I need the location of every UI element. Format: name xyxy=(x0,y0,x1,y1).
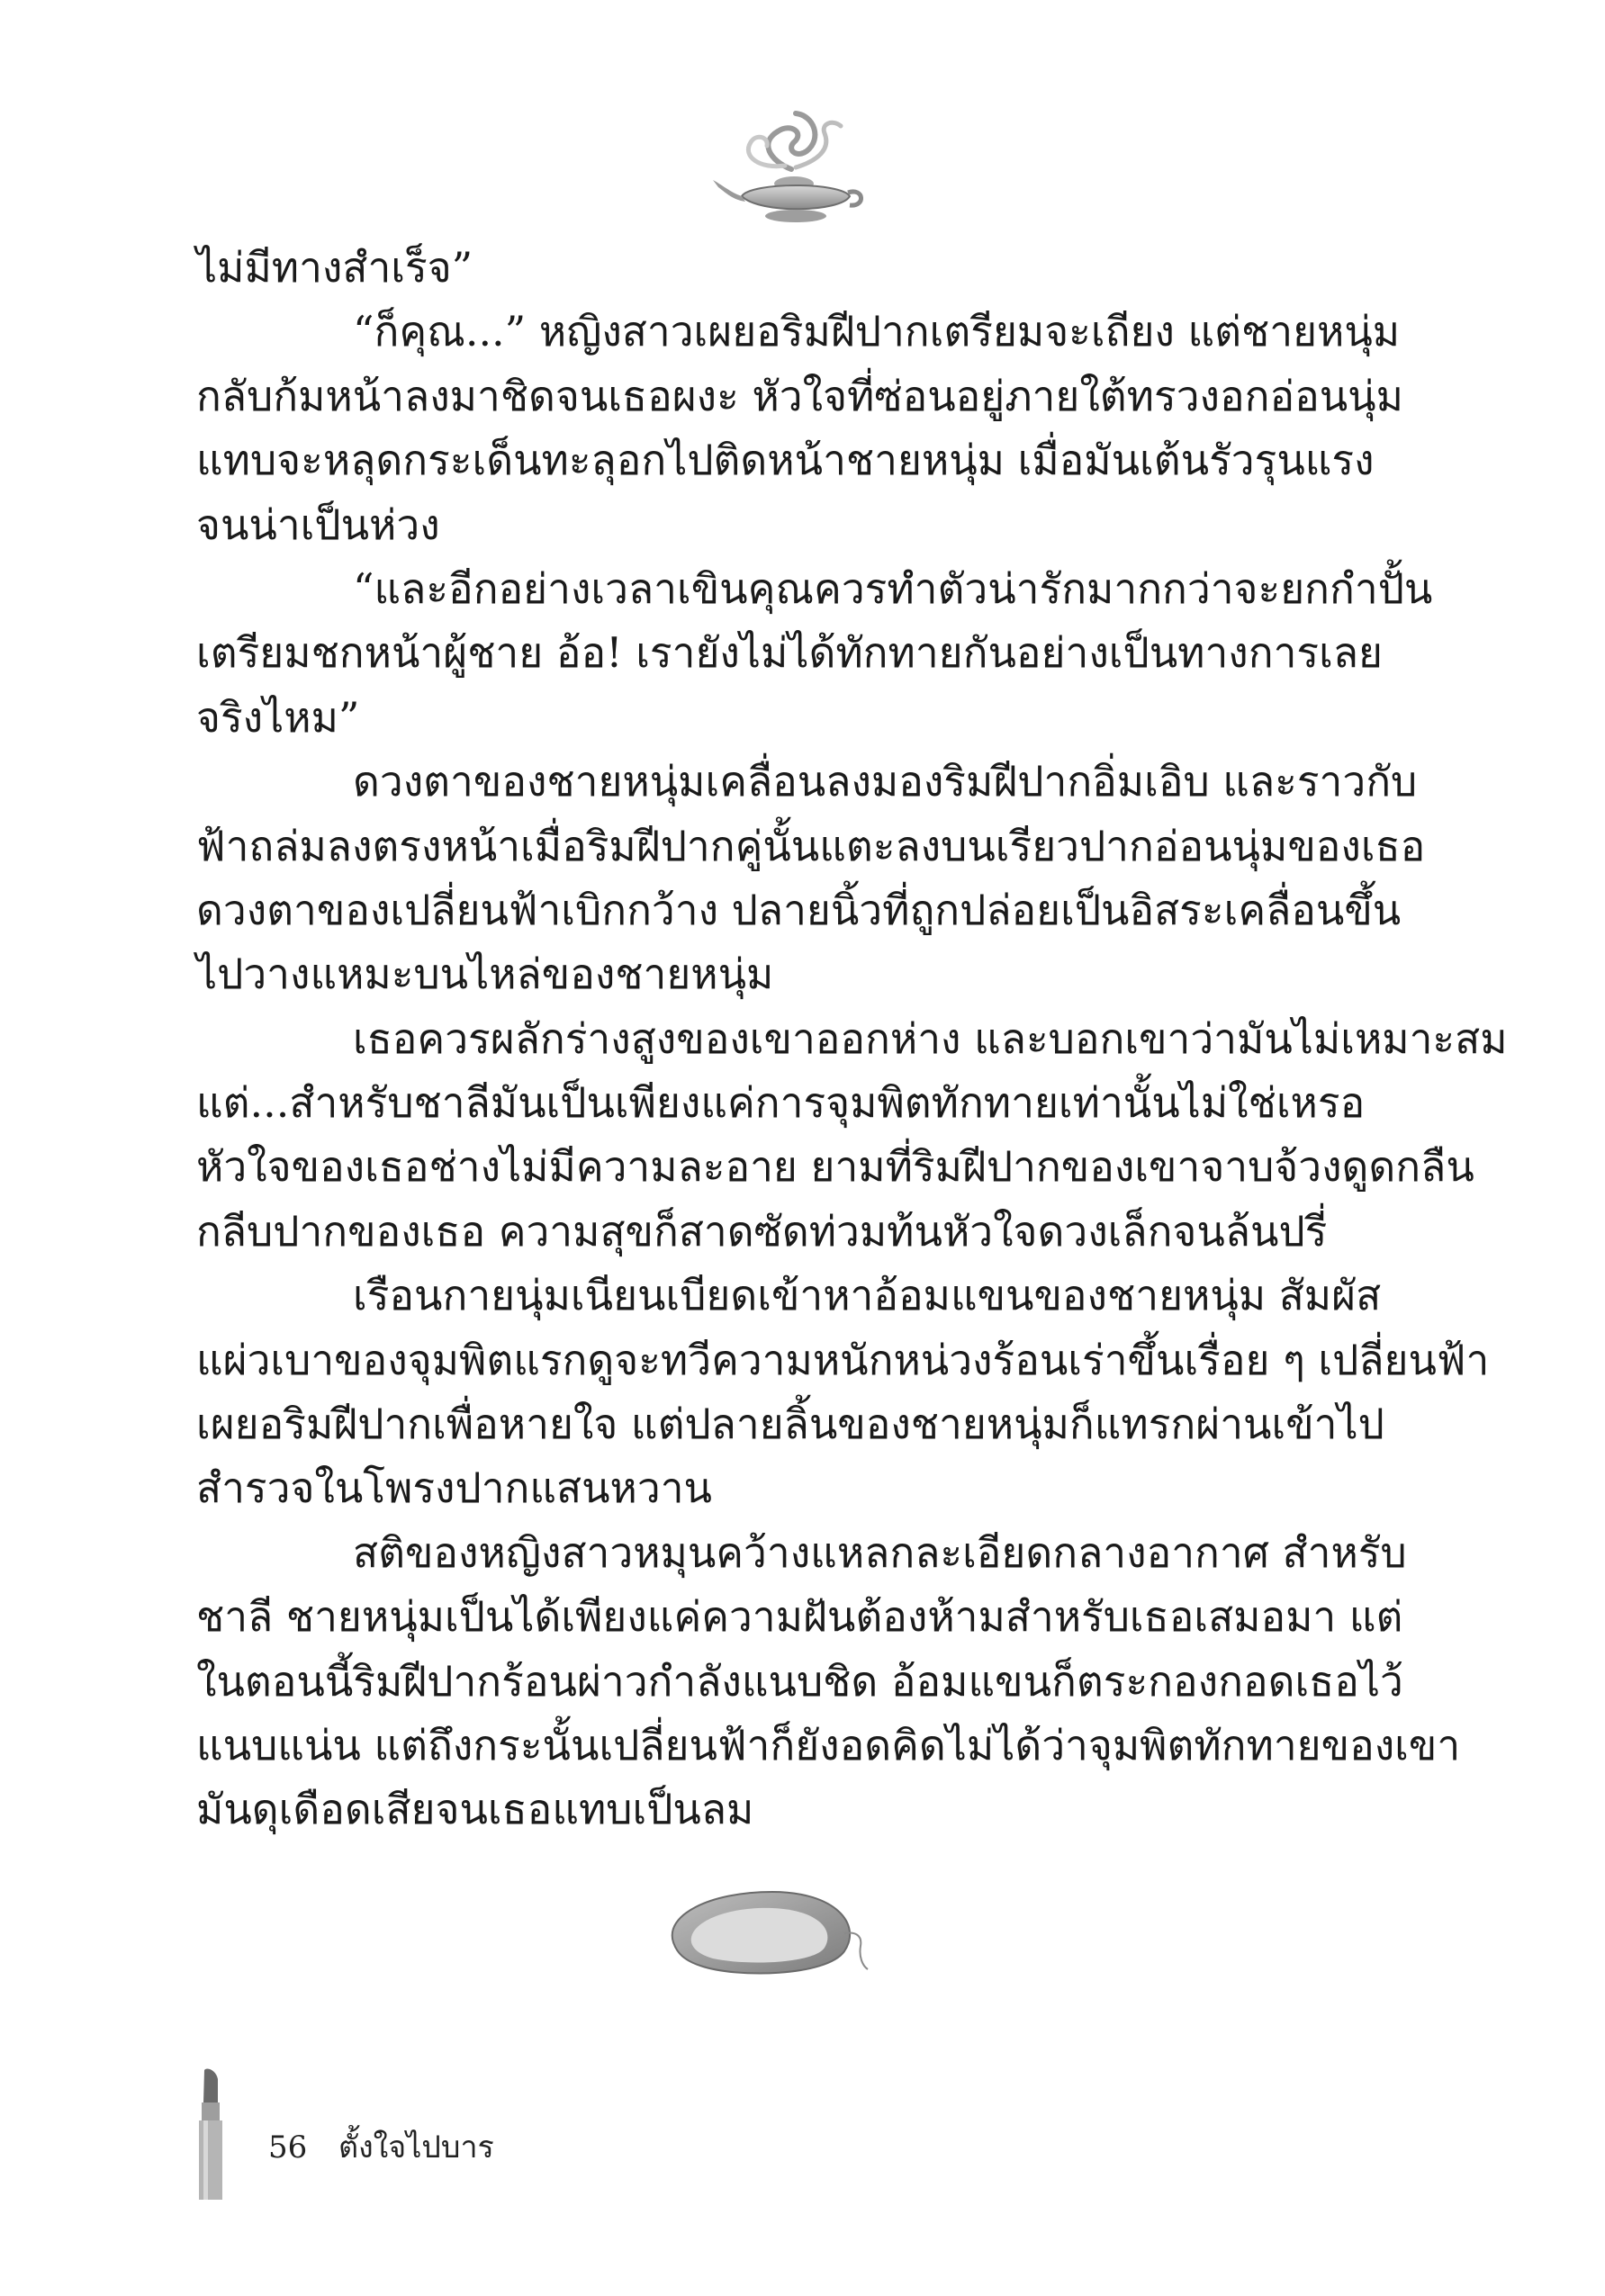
text-line: กลับก้มหน้าลงมาชิดจนเธอผงะ หัวใจที่ซ่อนอยู่ภายใต้ทรวงอกอ่อนนุ่ม xyxy=(196,371,1403,420)
body-text xyxy=(196,236,1508,1842)
text-line: สำรวจในโพรงปากแสนหวาน xyxy=(196,1463,712,1513)
text-line: ดวงตาของชายหนุ่มเคลื่อนลงมองริมฝีปากอิ่มเอิบ และราวกับ xyxy=(353,757,1418,806)
text-line: ไม่มีทางสำเร็จ” xyxy=(196,243,473,292)
text-line: เรือนกายนุ่มเนียนเบียดเข้าหาอ้อมแขนของชายหนุ่ม สัมผัส xyxy=(353,1271,1382,1320)
page-number: 56 xyxy=(268,2129,308,2165)
text-line: จนน่าเป็นห่วง xyxy=(196,500,440,549)
text-line: เธอควรผลักร่างสูงของเขาออกห่าง และบอกเขาว่ามันไม่เหมาะสม xyxy=(353,1013,1508,1063)
text-line: “ก็คุณ...” หญิงสาวเผยอริมฝีปากเตรียมจะเถียง แต่ชายหนุ่ม xyxy=(353,307,1401,356)
text-line: ชาลี ชายหนุ่มเป็นได้เพียงแค่ความฝันต้องห้ามสำหรับเธอเสมอมา แต่ xyxy=(196,1592,1403,1642)
text-line: เตรียมชกหน้าผู้ชาย อ้อ! เรายังไม่ได้ทักทายกันอย่างเป็นทางการเลย xyxy=(196,628,1384,678)
text-line: ดวงตาของเปลี่ยนฟ้าเบิกกว้าง ปลายนิ้วที่ถูกปล่อยเป็นอิสระเคลื่อนขึ้น xyxy=(196,885,1402,934)
text-line: ฟ้าถล่มลงตรงหน้าเมื่อริมฝีปากคู่นั้นแตะลงบนเรียวปากอ่อนนุ่มของเธอ xyxy=(196,821,1426,870)
text-line: เผยอริมฝีปากเพื่อหายใจ แต่ปลายลิ้นของชายหนุ่มก็แทรกผ่านเข้าไป xyxy=(196,1400,1384,1449)
text-line: มันดุเดือดเสียจนเธอแทบเป็นลม xyxy=(196,1785,754,1834)
text-line: จริงไหม” xyxy=(196,692,360,742)
text-line: สติของหญิงสาวหมุนคว้างแหลกละเอียดกลางอากาศ สำหรับ xyxy=(353,1527,1407,1577)
page-footer xyxy=(196,2066,646,2201)
text-line: แนบแน่น แต่ถึงกระนั้นเปลี่ยนฟ้าก็ยังอดคิดไม่ได้ว่าจุมพิตทักทายของเขา xyxy=(196,1720,1461,1769)
text-line: “และอีกอย่างเวลาเขินคุณควรทำตัวน่ารักมากกว่าจะยกกำปั้น xyxy=(353,563,1433,613)
text-line: แต่...สำหรับชาลีมันเป็นเพียงแค่การจุมพิตทักทายเท่านั้นไม่ใช่เหรอ xyxy=(196,1078,1366,1128)
book-title: ตั้งใจไปบาร xyxy=(338,2129,494,2165)
dish-icon xyxy=(655,1879,880,1987)
lipstick-icon xyxy=(196,2066,225,2201)
magic-lamp-icon xyxy=(706,106,868,232)
text-line: หัวใจของเธอช่างไม่มีความละอาย ยามที่ริมฝีปากของเขาจาบจ้วงดูดกลืน xyxy=(196,1142,1474,1192)
text-line: ไปวางแหมะบนไหล่ของชายหนุ่ม xyxy=(196,950,774,999)
text-line: กลีบปากของเธอ ความสุขก็สาดซัดท่วมท้นหัวใจดวงเล็กจนล้นปรี่ xyxy=(196,1206,1328,1256)
text-line: ในตอนนี้ริมฝีปากร้อนผ่าวกำลังแนบชิด อ้อมแขนก็ตระกองกอดเธอไว้ xyxy=(196,1656,1403,1706)
text-line: แผ่วเบาของจุมพิตแรกดูจะทวีความหนักหน่วงร้อนเร่าขึ้นเรื่อย ๆ เปลี่ยนฟ้า xyxy=(196,1335,1490,1384)
text-line: แทบจะหลุดกระเด็นทะลุอกไปติดหน้าชายหนุ่ม เมื่อมันเต้นรัวรุนแรง xyxy=(196,436,1375,485)
